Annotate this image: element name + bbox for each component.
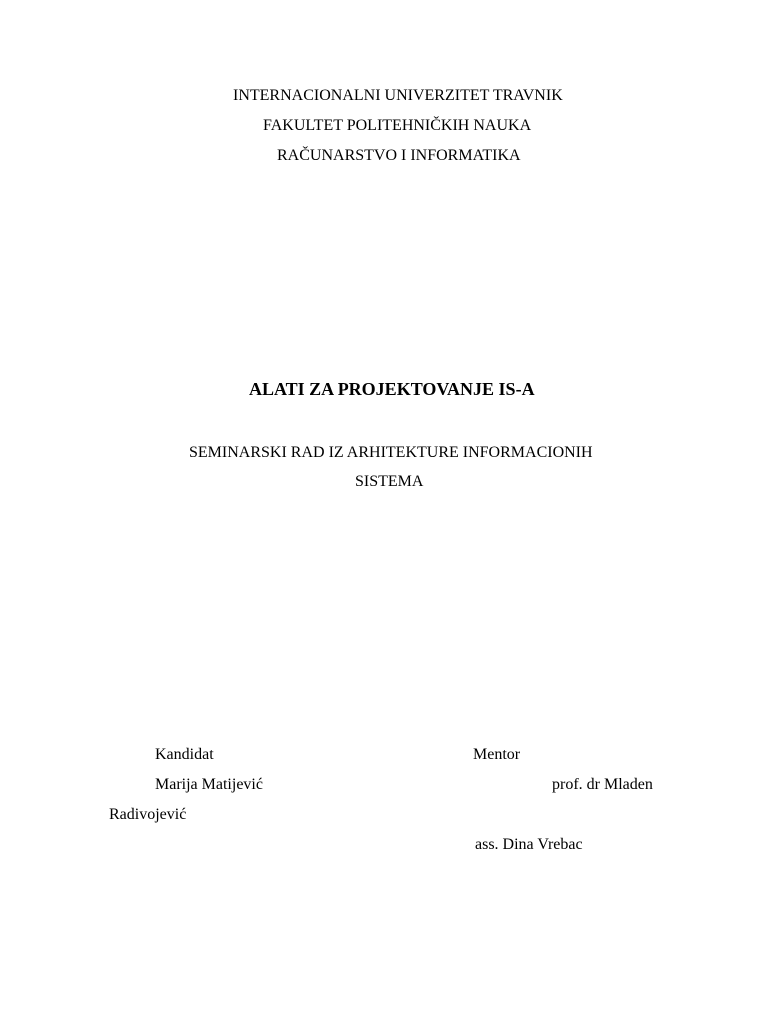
mentor-name-line-1: prof. dr Mladen: [552, 776, 653, 793]
mentor-label: Mentor: [473, 746, 521, 763]
assistant-name: ass. Dina Vrebac: [475, 836, 583, 853]
university-name: INTERNACIONALNI UNIVERZITET TRAVNIK: [233, 87, 563, 104]
department-name: RAČUNARSTVO I INFORMATIKA: [277, 147, 521, 164]
candidate-label: Kandidat: [155, 746, 214, 763]
document-title: ALATI ZA PROJEKTOVANJE IS-A: [249, 379, 535, 399]
mentor-name-line-2: Radivojević: [109, 806, 187, 823]
subtitle-line-1: SEMINARSKI RAD IZ ARHITEKTURE INFORMACIONIH: [189, 444, 593, 461]
faculty-name: FAKULTET POLITEHNIČKIH NAUKA: [263, 117, 532, 134]
subtitle-line-2: SISTEMA: [355, 473, 424, 490]
candidate-name: Marija Matijević: [155, 776, 263, 793]
